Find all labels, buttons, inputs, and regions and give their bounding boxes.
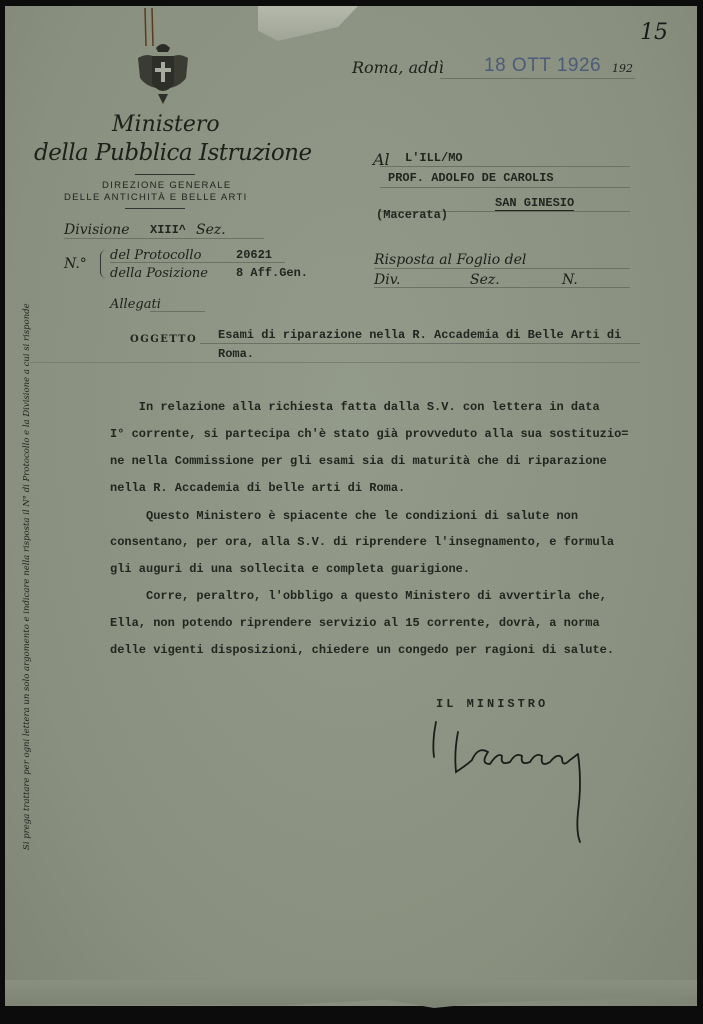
direction-line1: DIREZIONE GENERALE	[102, 180, 232, 191]
protocol-value: 20621	[236, 248, 273, 262]
body-line: Ella, non potendo riprendere servizio al 15 corrente, dovrà, a norma	[110, 616, 600, 630]
body-line: gli auguri di una sollecita e completa guarigione.	[110, 562, 471, 576]
coat-of-arms-icon	[134, 38, 192, 106]
body-line: ne nella Commissione per gli esami sia di maturità che di riparazione	[110, 454, 607, 468]
attachments-label: Allegati	[110, 297, 161, 312]
handwritten-signature	[428, 712, 598, 847]
subject-line2: Roma.	[218, 347, 255, 361]
recipient-line2: PROF. ADOLFO DE CAROLIS	[388, 171, 554, 185]
reply-div-label: Div.	[374, 272, 401, 288]
body-line: consentano, per ora, alla S.V. di riprendere l'insegnamento, e formula	[110, 535, 615, 549]
brace	[100, 250, 107, 278]
division-label: Divisione	[64, 222, 130, 238]
position-value: 8 Aff.Gen.	[236, 266, 309, 280]
body-line: delle vigenti disposizioni, chiedere un congedo per ragioni di salute.	[110, 643, 615, 657]
ministry-title-line1: Ministero	[112, 112, 220, 137]
recipient-prefix: Al	[373, 150, 390, 169]
subject-line1: Esami di riparazione nella R. Accademia di Belle Arti di	[218, 328, 622, 342]
subject-label: OGGETTO	[130, 334, 198, 345]
body-line: nella R. Accademia di belle arti di Roma.	[110, 481, 406, 495]
body-line: Corre, peraltro, l'obbligo a questo Ministero di avvertirla che,	[110, 589, 607, 603]
page-number: 15	[640, 20, 668, 45]
date-suffix: 192	[612, 62, 633, 75]
body-line: In relazione alla richiesta fatta dalla S.V. con lettera in data	[110, 400, 600, 414]
reply-label: Risposta al Foglio del	[374, 252, 527, 268]
reply-n-label: N.	[562, 272, 578, 288]
protocol-label: del Protocollo	[110, 248, 202, 263]
date-stamp: 18 OTT 1926	[484, 55, 602, 76]
reply-sez-label: Sez.	[470, 272, 500, 288]
margin-note: Si prega trattare per ogni lettera un solo argomento e indicare nella risposta il N° di Protocollo e la Divisione a cui si risponde	[22, 303, 32, 850]
recipient-city: SAN GINESIO	[495, 196, 575, 210]
sez-label: Sez.	[196, 222, 226, 238]
ministry-title-line2: della Pubblica Istruzione	[34, 140, 312, 166]
direction-line2: DELLE ANTICHITÀ E BELLE ARTI	[64, 192, 248, 203]
position-label: della Posizione	[110, 266, 208, 281]
date-label: Roma, addì	[352, 58, 444, 77]
body-line: I° corrente, si partecipa ch'è stato già provveduto alla sua sostituzio=	[110, 427, 629, 441]
signature-title: IL MINISTRO	[436, 697, 549, 711]
recipient-province: (Macerata)	[376, 208, 449, 222]
division-value: XIII^	[150, 223, 187, 237]
recipient-line1: L'ILL/MO	[405, 151, 463, 165]
body-line: Questo Ministero è spiacente che le condizioni di salute non	[110, 509, 579, 523]
number-label: N.°	[64, 256, 87, 272]
